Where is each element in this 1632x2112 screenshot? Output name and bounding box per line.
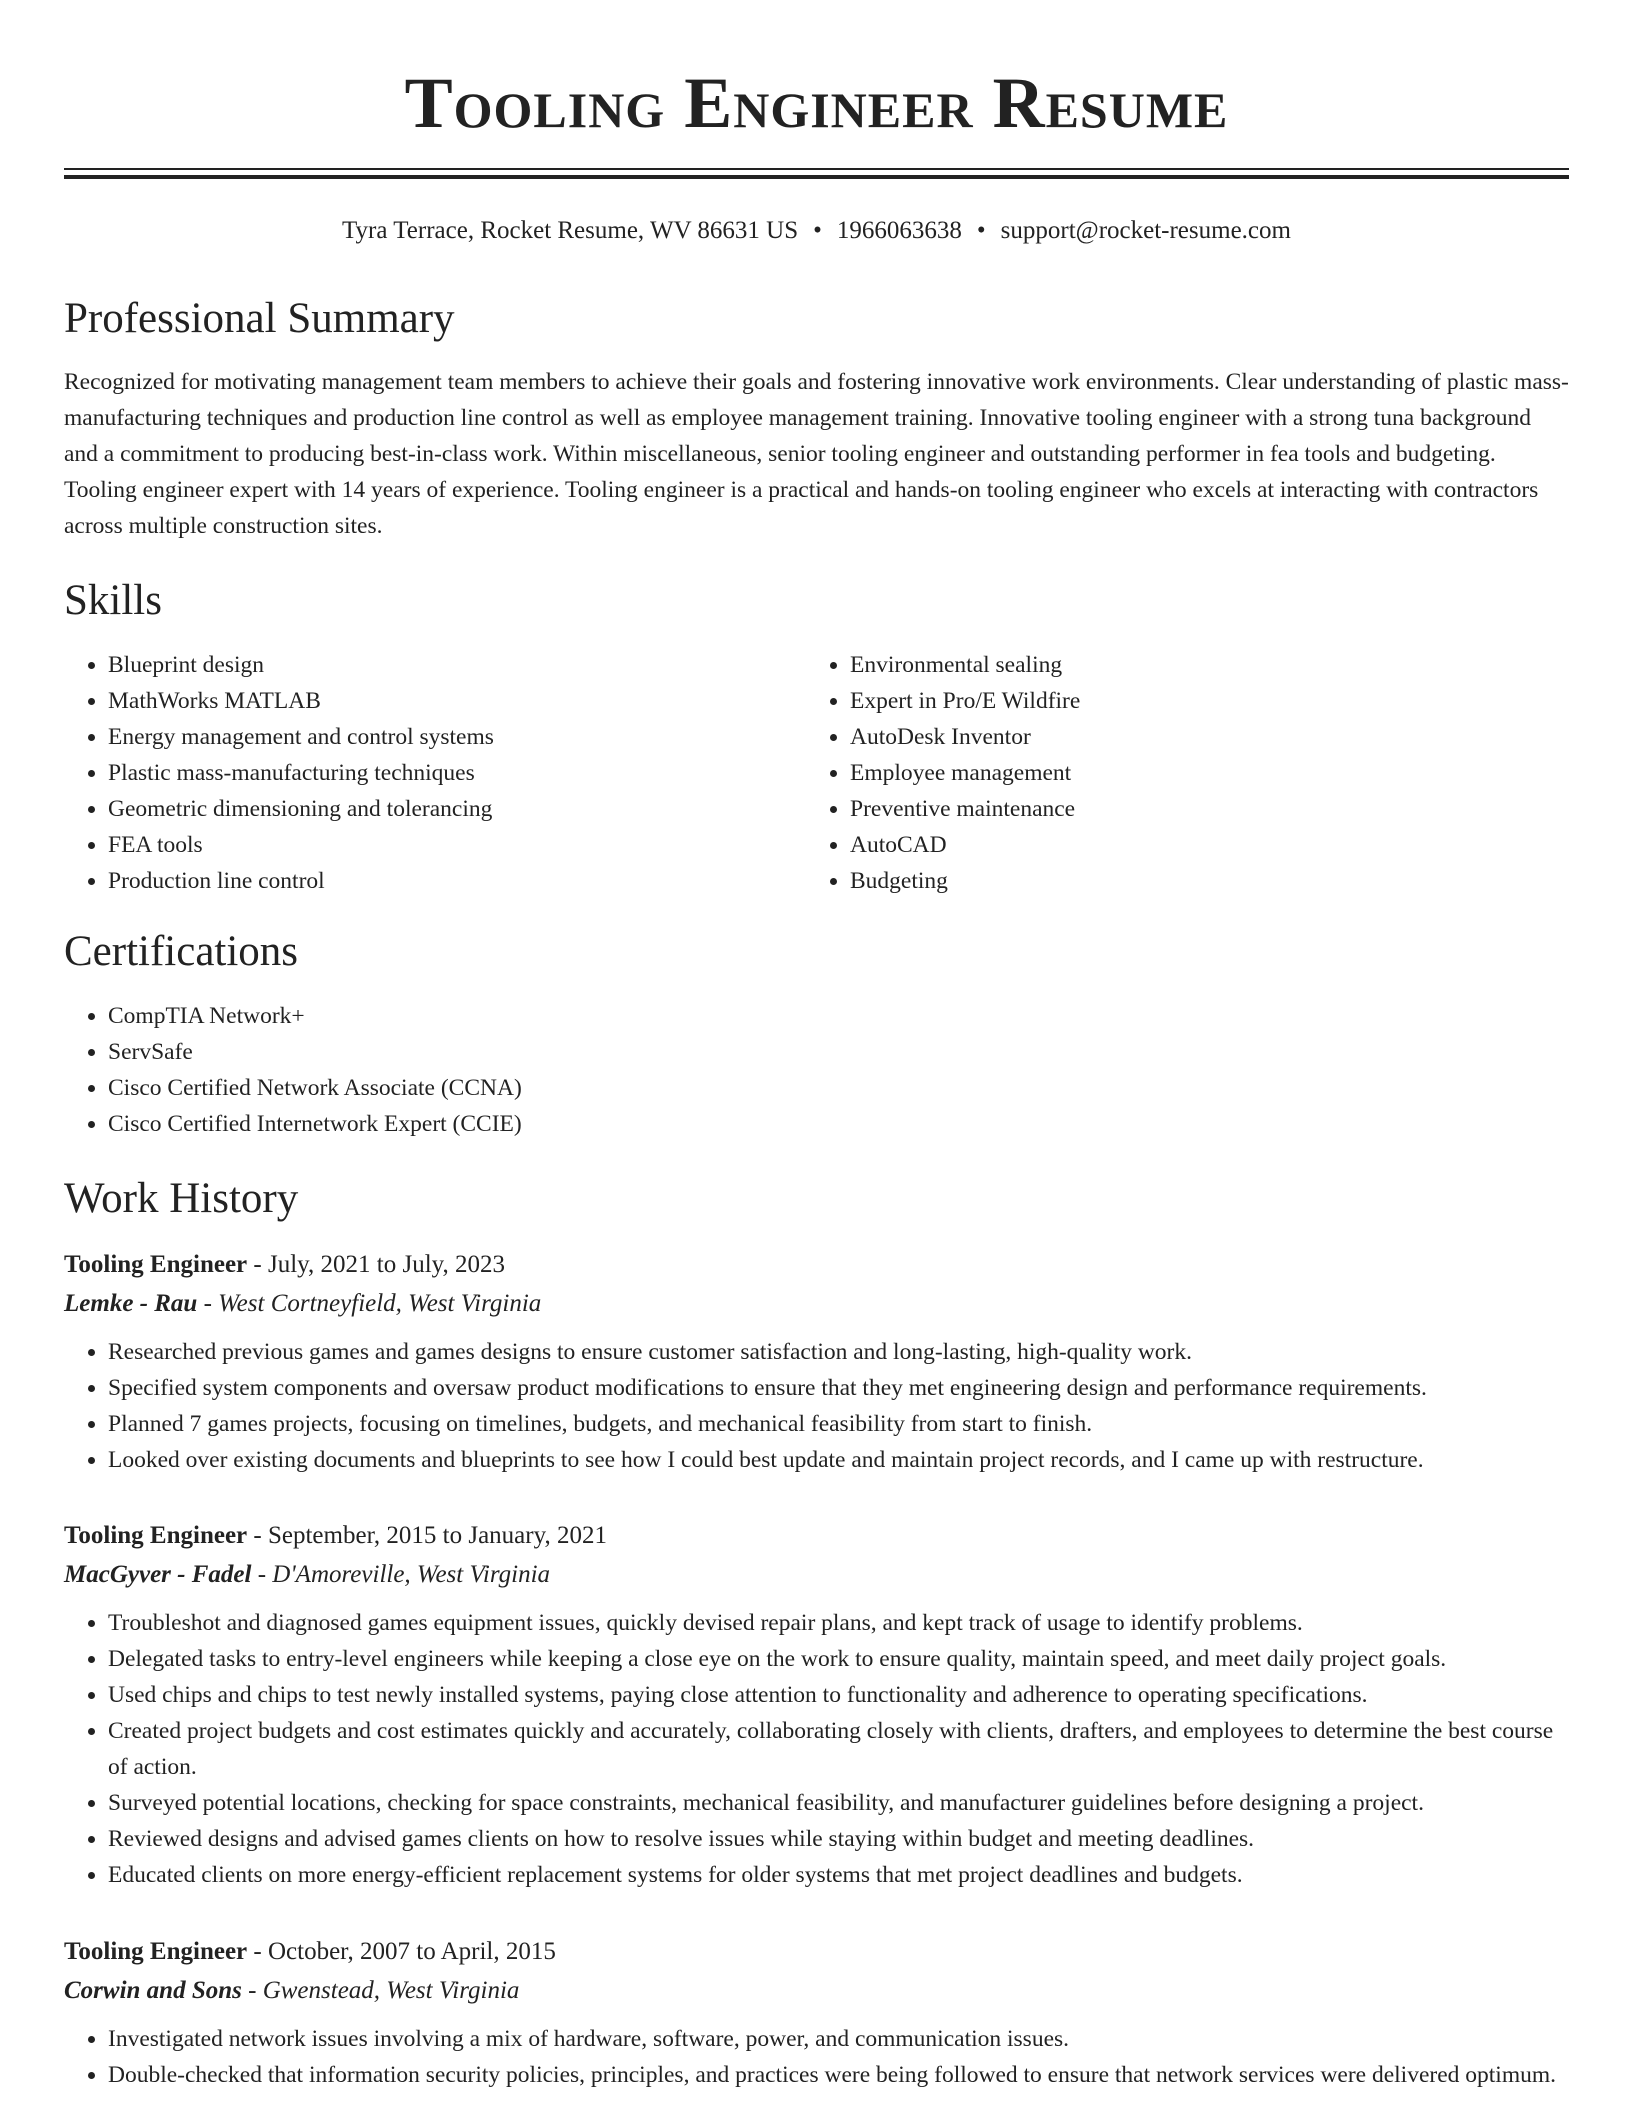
skill-item: • Geometric dimensioning and tolerancing	[108, 791, 804, 827]
job-role: Tooling Engineer	[64, 1522, 248, 1549]
job-company: MacGyver - Fadel	[64, 1561, 252, 1588]
skills-column-right	[806, 647, 1546, 899]
job-bullet: • Researched previous games and games designs to ensure customer satisfaction and long-lasting, high-quality work.	[108, 1334, 1569, 1370]
job-location: - West Cortneyfield, West Virginia	[197, 1290, 542, 1317]
skill-item: • AutoCAD	[850, 827, 1546, 863]
work-history-heading: Work History	[64, 1175, 299, 1222]
job-bullet: • Investigated network issues involving a mix of hardware, software, power, and communication issues.	[108, 2021, 1569, 2057]
job-bullets	[64, 1334, 1569, 1478]
certification-item: • Cisco Certified Network Associate (CCNA)	[108, 1070, 1569, 1106]
skills-list-left	[64, 647, 804, 899]
contact-separator: •	[813, 217, 822, 244]
skill-item: • Preventive maintenance	[850, 791, 1546, 827]
job-dates: - September, 2015 to January, 2021	[247, 1522, 607, 1549]
job-bullet: • Troubleshot and diagnosed games equipment issues, quickly devised repair plans, and kept track of usage to identify problems.	[108, 1605, 1569, 1641]
skills-list-right	[806, 647, 1546, 899]
job-company: Lemke - Rau	[64, 1290, 198, 1317]
job-title-line	[64, 1246, 1569, 1284]
job-location: - D'Amoreville, West Virginia	[251, 1561, 551, 1588]
job-company-line	[64, 1555, 1569, 1595]
job-company: Corwin and Sons	[64, 1977, 242, 2004]
job-bullet: • Looked over existing documents and blueprints to see how I could best update and maintain project records, and I came up with restructure.	[108, 1442, 1569, 1478]
skill-item: • FEA tools	[108, 827, 804, 863]
skill-item: • Employee management	[850, 755, 1546, 791]
title-rule-thick	[64, 175, 1569, 179]
job-entry	[64, 1517, 1569, 1893]
job-location: - Gwenstead, West Virginia	[241, 1977, 520, 2004]
certification-item: • CompTIA Network+	[108, 998, 1569, 1034]
skill-item: • AutoDesk Inventor	[850, 719, 1546, 755]
title-rule-thin	[64, 168, 1569, 170]
job-entry	[64, 1933, 1569, 2093]
job-dates: - July, 2021 to July, 2023	[247, 1251, 506, 1278]
skills-heading: Skills	[64, 577, 162, 624]
job-role: Tooling Engineer	[64, 1938, 248, 1965]
job-entry	[64, 1246, 1569, 1478]
certifications-section	[64, 998, 1569, 1142]
skill-item: • MathWorks MATLAB	[108, 683, 804, 719]
job-dates: - October, 2007 to April, 2015	[247, 1938, 556, 1965]
job-bullet: • Surveyed potential locations, checking for space constraints, mechanical feasibility, and manufacturer guidelines before designing a project.	[108, 1785, 1569, 1821]
job-title-line	[64, 1517, 1569, 1555]
contact-line	[64, 214, 1569, 248]
contact-email: support@rocket-resume.com	[1000, 217, 1291, 244]
resume-title: Tooling Engineer Resume	[404, 63, 1229, 143]
skill-item: • Production line control	[108, 863, 804, 899]
skill-item: • Budgeting	[850, 863, 1546, 899]
skill-item: • Energy management and control systems	[108, 719, 804, 755]
skill-item: • Environmental sealing	[850, 647, 1546, 683]
job-company-line	[64, 1971, 1569, 2011]
contact-address: Tyra Terrace, Rocket Resume, WV 86631 US	[342, 217, 799, 244]
job-bullet: • Educated clients on more energy-efficient replacement systems for older systems that met project deadlines and budgets.	[108, 1857, 1569, 1893]
skill-item: • Blueprint design	[108, 647, 804, 683]
job-role: Tooling Engineer	[64, 1251, 248, 1278]
job-bullet: • Planned 7 games projects, focusing on timelines, budgets, and mechanical feasibility from start to finish.	[108, 1406, 1569, 1442]
certifications-heading: Certifications	[64, 928, 299, 975]
job-company-line	[64, 1284, 1569, 1324]
job-title-line	[64, 1933, 1569, 1971]
summary-heading: Professional Summary	[64, 295, 455, 342]
job-bullet: • Reviewed designs and advised games clients on how to resolve issues while staying within budget and meeting deadlines.	[108, 1821, 1569, 1857]
job-bullet: • Delegated tasks to entry-level engineers while keeping a close eye on the work to ensure quality, maintain speed, and meet daily project goals.	[108, 1641, 1569, 1677]
job-bullet: • Specified system components and oversaw product modifications to ensure that they met engineering design and performance requirements.	[108, 1370, 1569, 1406]
contact-phone: 1966063638	[836, 217, 962, 244]
summary-text: Recognized for motivating management team members to achieve their goals and fostering innovative work environments. Clear understanding of plastic mass-manufacturing techniques and production line control as well as employee management training. Innovative tooling engineer with a strong tuna background and a commitment to producing best-in-class work. Within miscellaneous, senior tooling engineer and outstanding performer in fea tools and budgeting. Tooling engineer expert with 14 years of experience. Tooling engineer is a practical and hands-on tooling engineer who excels at interacting with contractors across multiple construction sites.	[64, 369, 1569, 539]
job-bullets	[64, 1605, 1569, 1893]
job-bullet: • Double-checked that information security policies, principles, and practices were being followed to ensure that network services were delivered optimum.	[108, 2057, 1569, 2093]
certification-item: • ServSafe	[108, 1034, 1569, 1070]
certifications-list	[64, 998, 1569, 1142]
contact-separator: •	[976, 217, 986, 244]
job-bullet: • Used chips and chips to test newly installed systems, paying close attention to functionality and adherence to operating specifications.	[108, 1677, 1569, 1713]
job-bullets	[64, 2021, 1569, 2093]
skill-item: • Expert in Pro/E Wildfire	[850, 683, 1546, 719]
certification-item: • Cisco Certified Internetwork Expert (CCIE)	[108, 1106, 1569, 1142]
skill-item: • Plastic mass-manufacturing techniques	[108, 755, 804, 791]
job-bullet: • Created project budgets and cost estimates quickly and accurately, collaborating closely with clients, drafters, and employees to determine the best course of action.	[108, 1713, 1569, 1785]
skills-column-left	[64, 647, 804, 899]
